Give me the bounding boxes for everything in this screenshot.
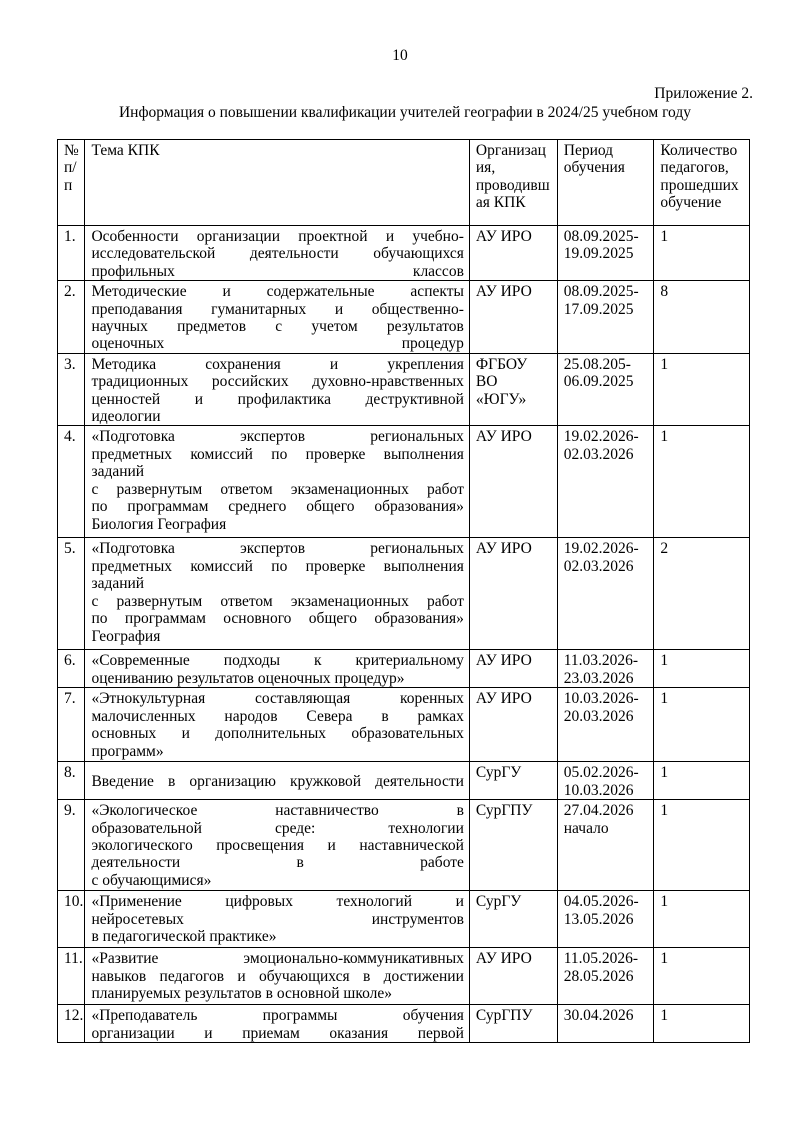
header-org-line: Организац <box>475 142 546 159</box>
topic-line: планируемых результатов в основной школе» <box>91 984 393 1002</box>
topic-line: с обучающимися» <box>91 871 212 889</box>
row-org <box>469 226 557 281</box>
topic-line: по программам среднего общего образования» <box>91 498 464 516</box>
header-org-line: проводивш <box>475 176 550 194</box>
row-count: 2 <box>654 538 750 650</box>
header-topic: Тема КПК <box>85 140 469 226</box>
row-topic <box>85 762 469 800</box>
row-num: 2. <box>58 281 85 354</box>
table-row <box>58 650 750 688</box>
period-line: 11.03.2026- <box>563 652 639 670</box>
page-number: 10 <box>392 47 408 64</box>
appendix-label: Приложение 2. <box>654 85 753 102</box>
row-num: 8. <box>58 762 85 800</box>
row-period <box>557 688 654 762</box>
row-period <box>557 948 654 1005</box>
row-count: 1 <box>654 762 750 800</box>
period-line: 11.05.2026- <box>563 950 639 968</box>
row-num: 4. <box>58 426 85 538</box>
header-num <box>58 140 85 226</box>
table-row <box>58 948 750 1005</box>
row-org <box>469 426 557 538</box>
period-line: 02.03.2026 <box>563 445 634 463</box>
org-line: АУ ИРО <box>475 652 532 670</box>
row-period <box>557 226 654 281</box>
row-num: 12. <box>58 1005 85 1043</box>
org-line: ВО <box>475 373 498 391</box>
row-count: 1 <box>654 800 750 891</box>
row-period <box>557 426 654 538</box>
row-num: 9. <box>58 800 85 891</box>
topic-line: программ» <box>91 742 164 760</box>
header-period <box>557 140 654 226</box>
table-header-row <box>58 140 750 226</box>
header-count-line: педагогов, <box>660 159 729 177</box>
org-line: ФГБОУ <box>475 355 528 373</box>
row-count: 1 <box>654 891 750 948</box>
header-org <box>469 140 557 226</box>
row-num: 6. <box>58 650 85 688</box>
topic-line: деятельности в работе <box>91 854 464 872</box>
row-period <box>557 800 654 891</box>
topic-line: предметных комиссий по проверке выполнения <box>91 557 464 575</box>
org-line: АУ ИРО <box>475 690 532 708</box>
topic-line: Введение в организацию кружковой деятельности <box>91 772 464 790</box>
header-count <box>654 140 750 226</box>
page-title: Информация о повышении квалификации учителей географии в 2024/25 учебном году <box>118 104 691 121</box>
topic-line: ценностей и профилактика деструктивной <box>91 390 464 408</box>
table-row <box>58 426 750 538</box>
topic-line: с развернутым ответом экзаменационных работ <box>91 480 464 498</box>
period-line: 23.03.2026 <box>563 669 634 687</box>
row-topic <box>85 650 469 688</box>
table-row <box>58 688 750 762</box>
period-line: 25.08.205- <box>563 355 631 373</box>
row-topic <box>85 1005 469 1043</box>
row-topic <box>85 426 469 538</box>
row-org <box>469 688 557 762</box>
row-count: 1 <box>654 650 750 688</box>
row-period <box>557 281 654 354</box>
topic-line: экологического просвещения и наставнической <box>91 836 464 854</box>
row-org <box>469 800 557 891</box>
topic-line: «Развитие эмоционально-коммуникативных <box>91 950 464 968</box>
table-row <box>58 800 750 891</box>
row-org <box>469 281 557 354</box>
period-line: 05.02.2026- <box>563 764 639 782</box>
row-count: 1 <box>654 426 750 538</box>
topic-line: исследовательской деятельности обучающихся <box>91 245 464 263</box>
row-topic <box>85 538 469 650</box>
topic-line: научных предметов с учетом результатов <box>91 318 464 336</box>
table-row <box>58 1005 750 1043</box>
topic-line: заданий <box>91 575 145 593</box>
table-row <box>58 538 750 650</box>
row-period <box>557 538 654 650</box>
org-line: СурГУ <box>475 893 522 911</box>
org-line: СурГПУ <box>475 1007 533 1025</box>
topic-line: предметных комиссий по проверке выполнения <box>91 445 464 463</box>
period-line: 19.02.2026- <box>563 428 639 446</box>
period-line: 19.02.2026- <box>563 540 639 558</box>
header-num-line: п <box>64 176 73 194</box>
period-line: 02.03.2026 <box>563 557 634 575</box>
period-line: начало <box>563 819 609 837</box>
row-org <box>469 948 557 1005</box>
period-line: 20.03.2026 <box>563 707 634 725</box>
row-count: 1 <box>654 226 750 281</box>
row-num: 1. <box>58 226 85 281</box>
row-num: 10. <box>58 891 85 948</box>
topic-line: в педагогической практике» <box>91 927 277 945</box>
row-topic <box>85 688 469 762</box>
row-count: 1 <box>654 688 750 762</box>
org-line: АУ ИРО <box>475 428 532 446</box>
row-period <box>557 762 654 800</box>
row-count: 1 <box>654 353 750 426</box>
topic-line: «Применение цифровых технологий и <box>91 893 464 911</box>
row-num: 11. <box>58 948 85 1005</box>
row-period <box>557 1005 654 1043</box>
row-num: 5. <box>58 538 85 650</box>
row-topic <box>85 891 469 948</box>
period-line: 28.05.2026 <box>563 967 634 985</box>
row-period <box>557 891 654 948</box>
header-org-line: ая КПК <box>475 194 526 212</box>
topic-line: профильных классов <box>91 262 464 280</box>
topic-line: «Этнокультурная составляющая коренных <box>91 690 464 708</box>
header-count-line: обучение <box>660 194 722 212</box>
row-org <box>469 762 557 800</box>
row-period <box>557 353 654 426</box>
topic-line: «Преподаватель программы обучения <box>91 1007 464 1025</box>
period-line: 08.09.2025- <box>563 283 639 301</box>
header-period-line: обучения <box>563 159 625 177</box>
header-count-line: прошедших <box>660 176 739 194</box>
period-line: 27.04.2026 <box>563 802 634 820</box>
topic-line: образовательной среде: технологии <box>91 819 464 837</box>
period-line: 17.09.2025 <box>563 300 634 318</box>
period-line: 10.03.2026- <box>563 690 639 708</box>
row-count: 1 <box>654 1005 750 1043</box>
topic-line: заданий <box>91 463 145 481</box>
period-line: 08.09.2025- <box>563 228 639 245</box>
org-line: СурГПУ <box>475 802 533 820</box>
topic-line: традиционных российских духовно-нравственных <box>91 373 464 391</box>
table-row <box>58 281 750 354</box>
topic-line: основных и дополнительных образовательных <box>91 725 464 743</box>
topic-line: по программам основного общего образования» <box>91 610 464 628</box>
topic-line: малочисленных народов Севера в рамках <box>91 707 464 725</box>
header-num-line: п/ <box>64 159 77 177</box>
topic-line: Методика сохранения и укрепления <box>91 355 464 373</box>
training-table <box>57 139 750 1043</box>
org-line: СурГУ <box>475 764 522 782</box>
table-row <box>58 891 750 948</box>
header-num-line: № <box>64 142 79 159</box>
topic-line: Особенности организации проектной и учебно- <box>91 228 464 245</box>
topic-line: навыков педагогов и обучающихся в достижении <box>91 967 464 985</box>
row-count: 1 <box>654 948 750 1005</box>
row-topic <box>85 948 469 1005</box>
topic-line: нейросетевых инструментов <box>91 910 464 928</box>
header-count-line: Количество <box>660 142 738 159</box>
topic-line: оценочных процедур <box>91 335 464 353</box>
org-line: «ЮГУ» <box>475 390 527 408</box>
org-line: АУ ИРО <box>475 228 532 245</box>
row-org <box>469 650 557 688</box>
topic-line: «Экологическое наставничество в <box>91 802 464 820</box>
topic-line: преподавания гуманитарных и общественно- <box>91 300 464 318</box>
header-period-line: Период <box>563 142 614 159</box>
row-topic <box>85 281 469 354</box>
topic-line: География <box>91 627 161 645</box>
row-topic <box>85 800 469 891</box>
table-row <box>58 353 750 426</box>
period-line: 30.04.2026 <box>563 1007 634 1025</box>
row-org <box>469 1005 557 1043</box>
period-line: 10.03.2026 <box>563 781 634 799</box>
org-line: АУ ИРО <box>475 950 532 968</box>
topic-line: с развернутым ответом экзаменационных работ <box>91 592 464 610</box>
topic-line: «Современные подходы к критериальному <box>91 652 464 670</box>
row-num: 7. <box>58 688 85 762</box>
org-line: АУ ИРО <box>475 540 532 558</box>
table-row <box>58 762 750 800</box>
org-line: АУ ИРО <box>475 283 532 301</box>
topic-line: организации и приемам оказания первой <box>91 1024 464 1042</box>
topic-line: Методические и содержательные аспекты <box>91 283 464 301</box>
row-org <box>469 538 557 650</box>
row-org <box>469 891 557 948</box>
period-line: 19.09.2025 <box>563 245 634 263</box>
period-line: 04.05.2026- <box>563 893 639 911</box>
row-num: 3. <box>58 353 85 426</box>
table-row <box>58 226 750 281</box>
topic-line: оцениванию результатов оценочных процедур» <box>91 669 405 687</box>
topic-line: «Подготовка экспертов региональных <box>91 428 464 446</box>
period-line: 06.09.2025 <box>563 373 634 391</box>
topic-line: Биология География <box>91 515 227 533</box>
header-org-line: ия, <box>475 159 496 177</box>
row-topic <box>85 226 469 281</box>
period-line: 13.05.2026 <box>563 910 634 928</box>
row-topic <box>85 353 469 426</box>
row-count: 8 <box>654 281 750 354</box>
row-org <box>469 353 557 426</box>
row-period <box>557 650 654 688</box>
topic-line: «Подготовка экспертов региональных <box>91 540 464 558</box>
topic-line: идеологии <box>91 408 161 426</box>
